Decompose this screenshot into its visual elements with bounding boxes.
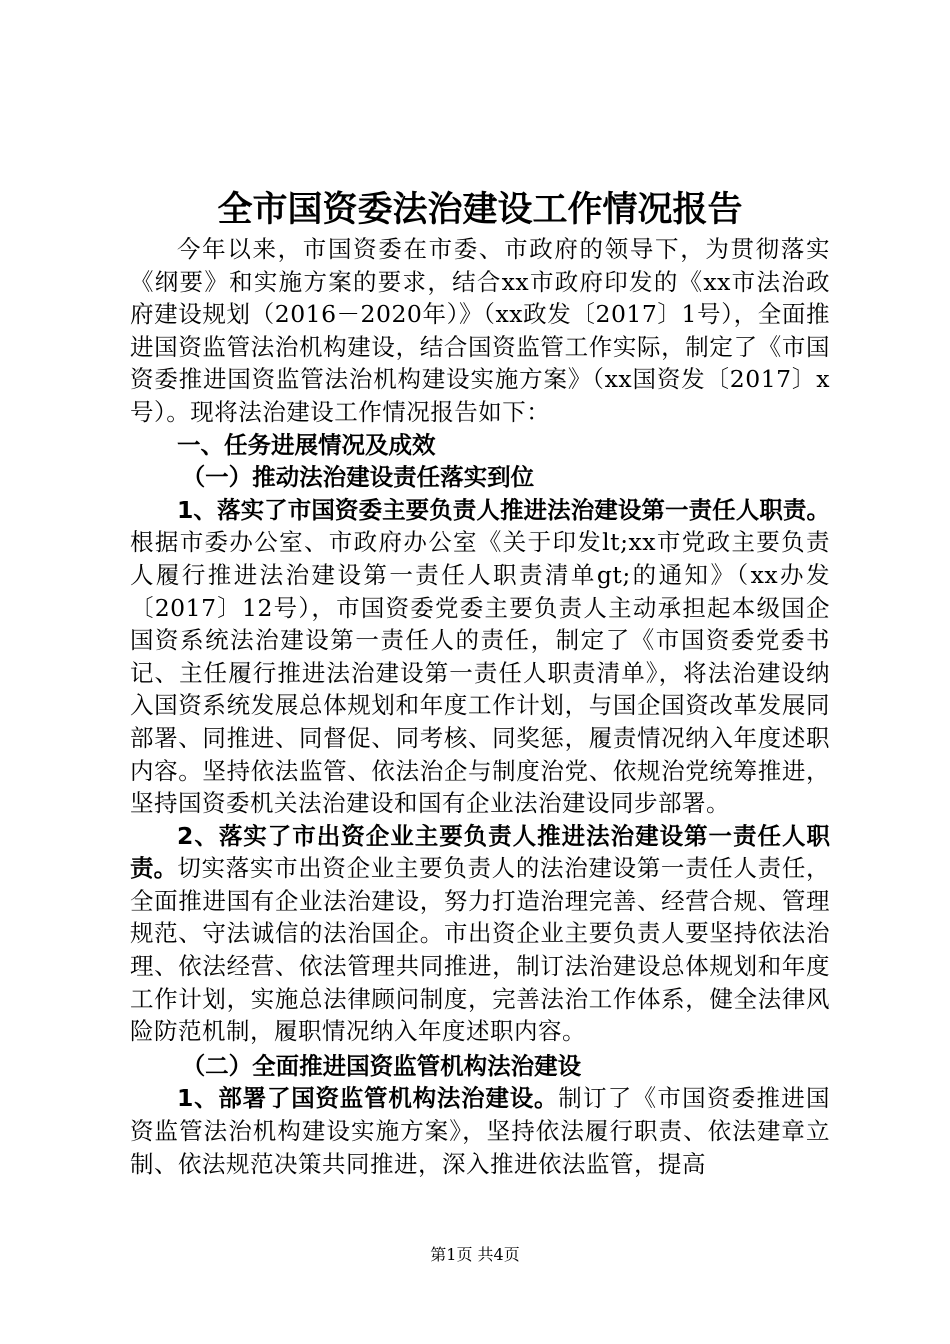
item-lead: 1、部署了国资监管机构法治建设。: [177, 1084, 559, 1113]
item-body: 制订了《市国资委推进国资监管法治机构建设实施方案》，坚持依法履行职责、依法建章立制、依法规范决策共同推进，深入推进依法监管，提高: [130, 1084, 830, 1178]
item-body: 根据市委办公室、市政府办公室《关于印发lt;xx市党政主要负责人履行推进法治建设第一责任人职责清单gt;的通知》（xx办发〔2017〕12号），市国资委党委主要负责人主动承担起本级国企国资系统法治建设第一责任人的责任，制定了《市国资委党委书记、主任履行推进法治建设第一责任人职责清单》，将法治建设纳入国资系统发展总体规划和年度工作计划，与国企国资改革发展同部署、同推进、同督促、同考核、同奖惩，履责情况纳入年度述职内容。坚持依法监管、依法治企与制度治党、依规治党统筹推进，坚持国资委机关法治建设和国有企业法治建设同步部署。: [130, 528, 830, 818]
item-lead: 1、落实了市国资委主要负责人推进法治建设第一责任人职责。: [177, 495, 830, 524]
section-heading: 一、任务进展情况及成效: [177, 430, 436, 459]
item-paragraph: [130, 1082, 830, 1180]
intro-paragraph: 今年以来，市国资委在市委、市政府的领导下，为贯彻落实《纲要》和实施方案的要求，结合xx市政府印发的《xx市法治政府建设规划（2016－2020年）》（xx政发〔2017〕1号），全面推进国资监管法治机构建设，结合国资监管工作实际，制定了《市国资委推进国资监管法治机构建设实施方案》（xx国资发〔2017〕x号）。现将法治建设工作情况报告如下：: [130, 235, 830, 426]
page-number-footer: 第1页 共4页: [430, 1245, 520, 1264]
item-lead: 2、落实了市出资企业主要负责人推进法治建设第一责任人职责。: [130, 821, 830, 883]
item-body: 切实落实市出资企业主要负责人的法治建设第一责任人责任，全面推进国有企业法治建设，努力打造治理完善、经营合规、管理规范、守法诚信的法治国企。市出资企业主要负责人要坚持依法治理、依法经营、依法管理共同推进，制订法治建设总体规划和年度工作计划，实施总法律顾问制度，完善法治工作体系，健全法律风险防范机制，履职情况纳入年度述职内容。: [130, 854, 831, 1046]
document-title: 全市国资委法治建设工作情况报告: [217, 190, 743, 230]
document-body: [130, 233, 830, 1180]
subsection-heading: （一）推动法治建设责任落实到位: [181, 463, 535, 492]
item-paragraph: [130, 820, 830, 1048]
subsection-heading: （二）全面推进国资监管机构法治建设: [181, 1051, 582, 1080]
item-paragraph: [130, 494, 830, 820]
